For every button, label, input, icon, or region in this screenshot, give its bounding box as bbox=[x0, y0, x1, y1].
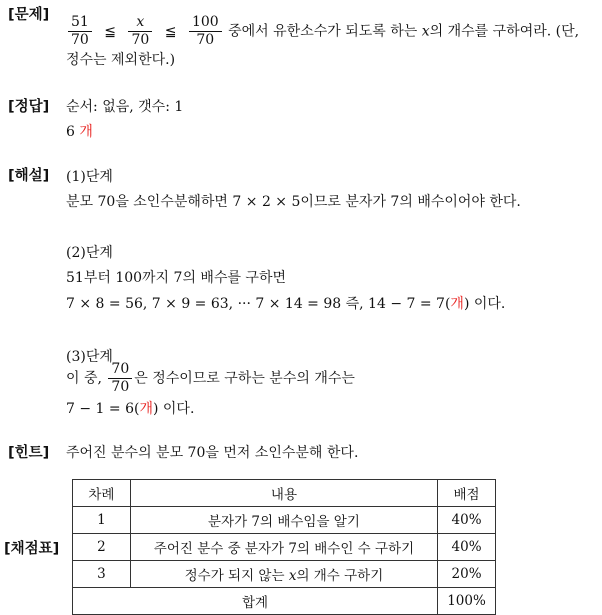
answer-line-1: 순서: 없음, 갯수: 1 bbox=[66, 99, 184, 115]
step3-title: (3)단계 bbox=[66, 349, 113, 365]
answer-line-2 bbox=[66, 121, 93, 141]
answer-unit: 개 bbox=[79, 124, 93, 140]
grading-table bbox=[72, 479, 496, 615]
table-header-row bbox=[73, 480, 496, 507]
hint-text: 주어진 분수의 분모 70을 먼저 소인수분해 한다. bbox=[66, 445, 359, 461]
row-number: 1 bbox=[73, 507, 131, 534]
step3-unit: 개 bbox=[139, 401, 153, 417]
step2-line-1: 51부터 100까지 7의 배수를 구하면 bbox=[66, 270, 287, 286]
header-order: 차례 bbox=[73, 480, 131, 507]
le-sign: ≦ bbox=[104, 23, 117, 40]
step1-title: (1)단계 bbox=[66, 169, 113, 185]
problem-text-2: 의 개수를 구하여라. (단, bbox=[429, 23, 580, 40]
var-x: x bbox=[421, 23, 430, 40]
table-row bbox=[73, 534, 496, 561]
step2-title: (2)단계 bbox=[66, 245, 113, 261]
step2-line-2: 7 × 8 = 56, 7 × 9 = 63, ··· 7 × 14 = 98 즉, 14 − 7 = 7(개) 이다. bbox=[66, 296, 506, 312]
step2-unit: 개 bbox=[450, 296, 464, 312]
problem-text: 중에서 유한소수가 되도록 하는 bbox=[228, 23, 422, 40]
row-score: 20% bbox=[438, 561, 496, 588]
header-content: 내용 bbox=[130, 480, 437, 507]
row-content: 정수가 되지 않는 x의 개수 구하기 bbox=[130, 561, 437, 588]
row-number: 3 bbox=[73, 561, 131, 588]
row-content: 분자가 7의 배수임을 알기 bbox=[130, 507, 437, 534]
fraction-51-70: $\frac{51}{70}$ bbox=[68, 14, 92, 49]
problem-label: [문제] bbox=[8, 7, 50, 23]
row-content: 주어진 분수 중 분자가 7의 배수인 수 구하기 bbox=[130, 534, 437, 561]
le-sign: ≦ bbox=[164, 23, 177, 40]
total-score: 100% bbox=[438, 588, 496, 615]
row-score: 40% bbox=[438, 507, 496, 534]
fraction-100-70: $\frac{100}{70}$ bbox=[189, 14, 222, 49]
answer-label: [정답] bbox=[8, 99, 50, 115]
answer-number: 6 bbox=[66, 124, 75, 140]
step3-line-3: 7 − 1 = 6(개) 이다. bbox=[66, 401, 195, 417]
fraction-70-70: $\frac{70}{70}$ bbox=[108, 361, 132, 396]
step1-line: 분모 70을 소인수분해하면 7 × 2 × 5이므로 분자가 7의 배수이어야 한다. bbox=[66, 194, 521, 210]
total-label: 합계 bbox=[73, 588, 438, 615]
solution-label: [해설] bbox=[8, 168, 50, 184]
problem-line-2: 정수는 제외한다.) bbox=[66, 52, 176, 68]
hint-label: [힌트] bbox=[8, 445, 50, 461]
header-score: 배점 bbox=[438, 480, 496, 507]
step3-line-2: 이 중, $\frac{70}{70}$ 은 정수이므로 구하는 분수의 개수는 bbox=[66, 361, 355, 395]
fraction-x-70: $\frac{x}{70}$ bbox=[128, 14, 152, 49]
row-score: 40% bbox=[438, 534, 496, 561]
table-total-row bbox=[73, 588, 496, 615]
table-row bbox=[73, 507, 496, 534]
problem-line-1 bbox=[66, 14, 579, 49]
row-number: 2 bbox=[73, 534, 131, 561]
table-row bbox=[73, 561, 496, 588]
grading-label: [채점표] bbox=[4, 541, 60, 557]
